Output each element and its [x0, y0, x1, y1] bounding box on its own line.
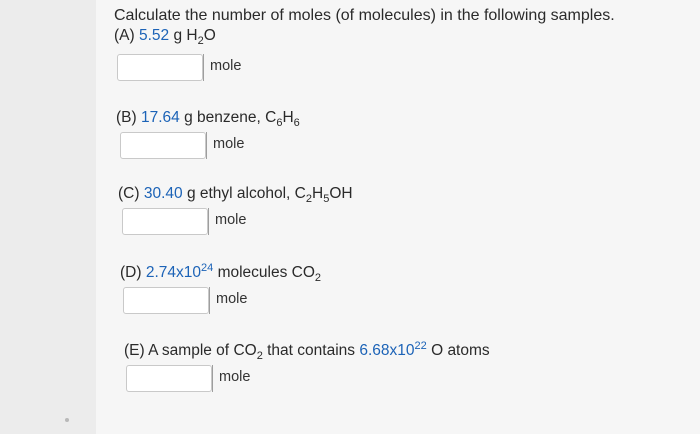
part-b-value: 17.64 [140, 109, 180, 126]
part-d-answer-input[interactable] [123, 287, 209, 314]
part-c-label [118, 184, 353, 204]
part-d-answer-row [123, 287, 247, 314]
part-a-label [114, 26, 216, 46]
decorative-dot [65, 418, 69, 422]
part-b-text: g benzene, [184, 109, 261, 126]
part-a-answer-row [117, 54, 241, 81]
part-c-answer-row [122, 208, 246, 235]
part-e-text-middle: that contains [267, 342, 356, 359]
part-b-label [116, 108, 300, 128]
part-a-unit-label: mole [203, 54, 241, 81]
part-e-text-before: A sample of [148, 342, 230, 359]
part-b-letter: (B) [116, 109, 137, 126]
part-a-unit-text: g [173, 27, 183, 44]
part-b-answer-row [120, 132, 244, 159]
question-prompt: Calculate the number of moles (of molecules) in the following samples. [114, 7, 615, 24]
part-e-value: $6.68x10^{22}$ [359, 339, 427, 359]
part-d-letter: (D) [120, 264, 142, 281]
part-d-label [120, 263, 321, 283]
part-e-letter: (E) [124, 342, 145, 359]
part-d-formula: $CO_2$ [291, 264, 322, 285]
part-c-unit-label: mole [208, 208, 246, 235]
part-a-answer-input[interactable] [117, 54, 203, 81]
part-a-letter: (A) [114, 27, 135, 44]
part-e-answer-input[interactable] [126, 365, 212, 392]
part-c-formula: $C_2H_5OH$ [294, 185, 353, 206]
part-d-text: molecules [217, 264, 288, 281]
left-margin [0, 0, 96, 434]
part-b-unit-label: mole [206, 132, 244, 159]
part-e-text-after: O atoms [431, 342, 490, 359]
part-d-unit-label: mole [209, 287, 247, 314]
part-e-label [124, 341, 490, 361]
part-d-value: $2.74x10^{24}$ [145, 261, 214, 281]
part-b-answer-input[interactable] [120, 132, 206, 159]
part-b-formula: $C_6H_6$ [265, 109, 300, 130]
part-c-letter: (C) [118, 185, 140, 202]
part-e-unit-label: mole [212, 365, 250, 392]
part-c-text: g ethyl alcohol, [186, 185, 291, 202]
part-e-formula: $CO_2$ [233, 342, 263, 363]
part-c-value: 30.40 [143, 185, 183, 202]
part-c-answer-input[interactable] [122, 208, 208, 235]
part-e-answer-row [126, 365, 250, 392]
part-a-formula: $H_2O$ [186, 27, 216, 48]
question-area [102, 0, 700, 434]
part-a-value: 5.52 [138, 27, 170, 44]
